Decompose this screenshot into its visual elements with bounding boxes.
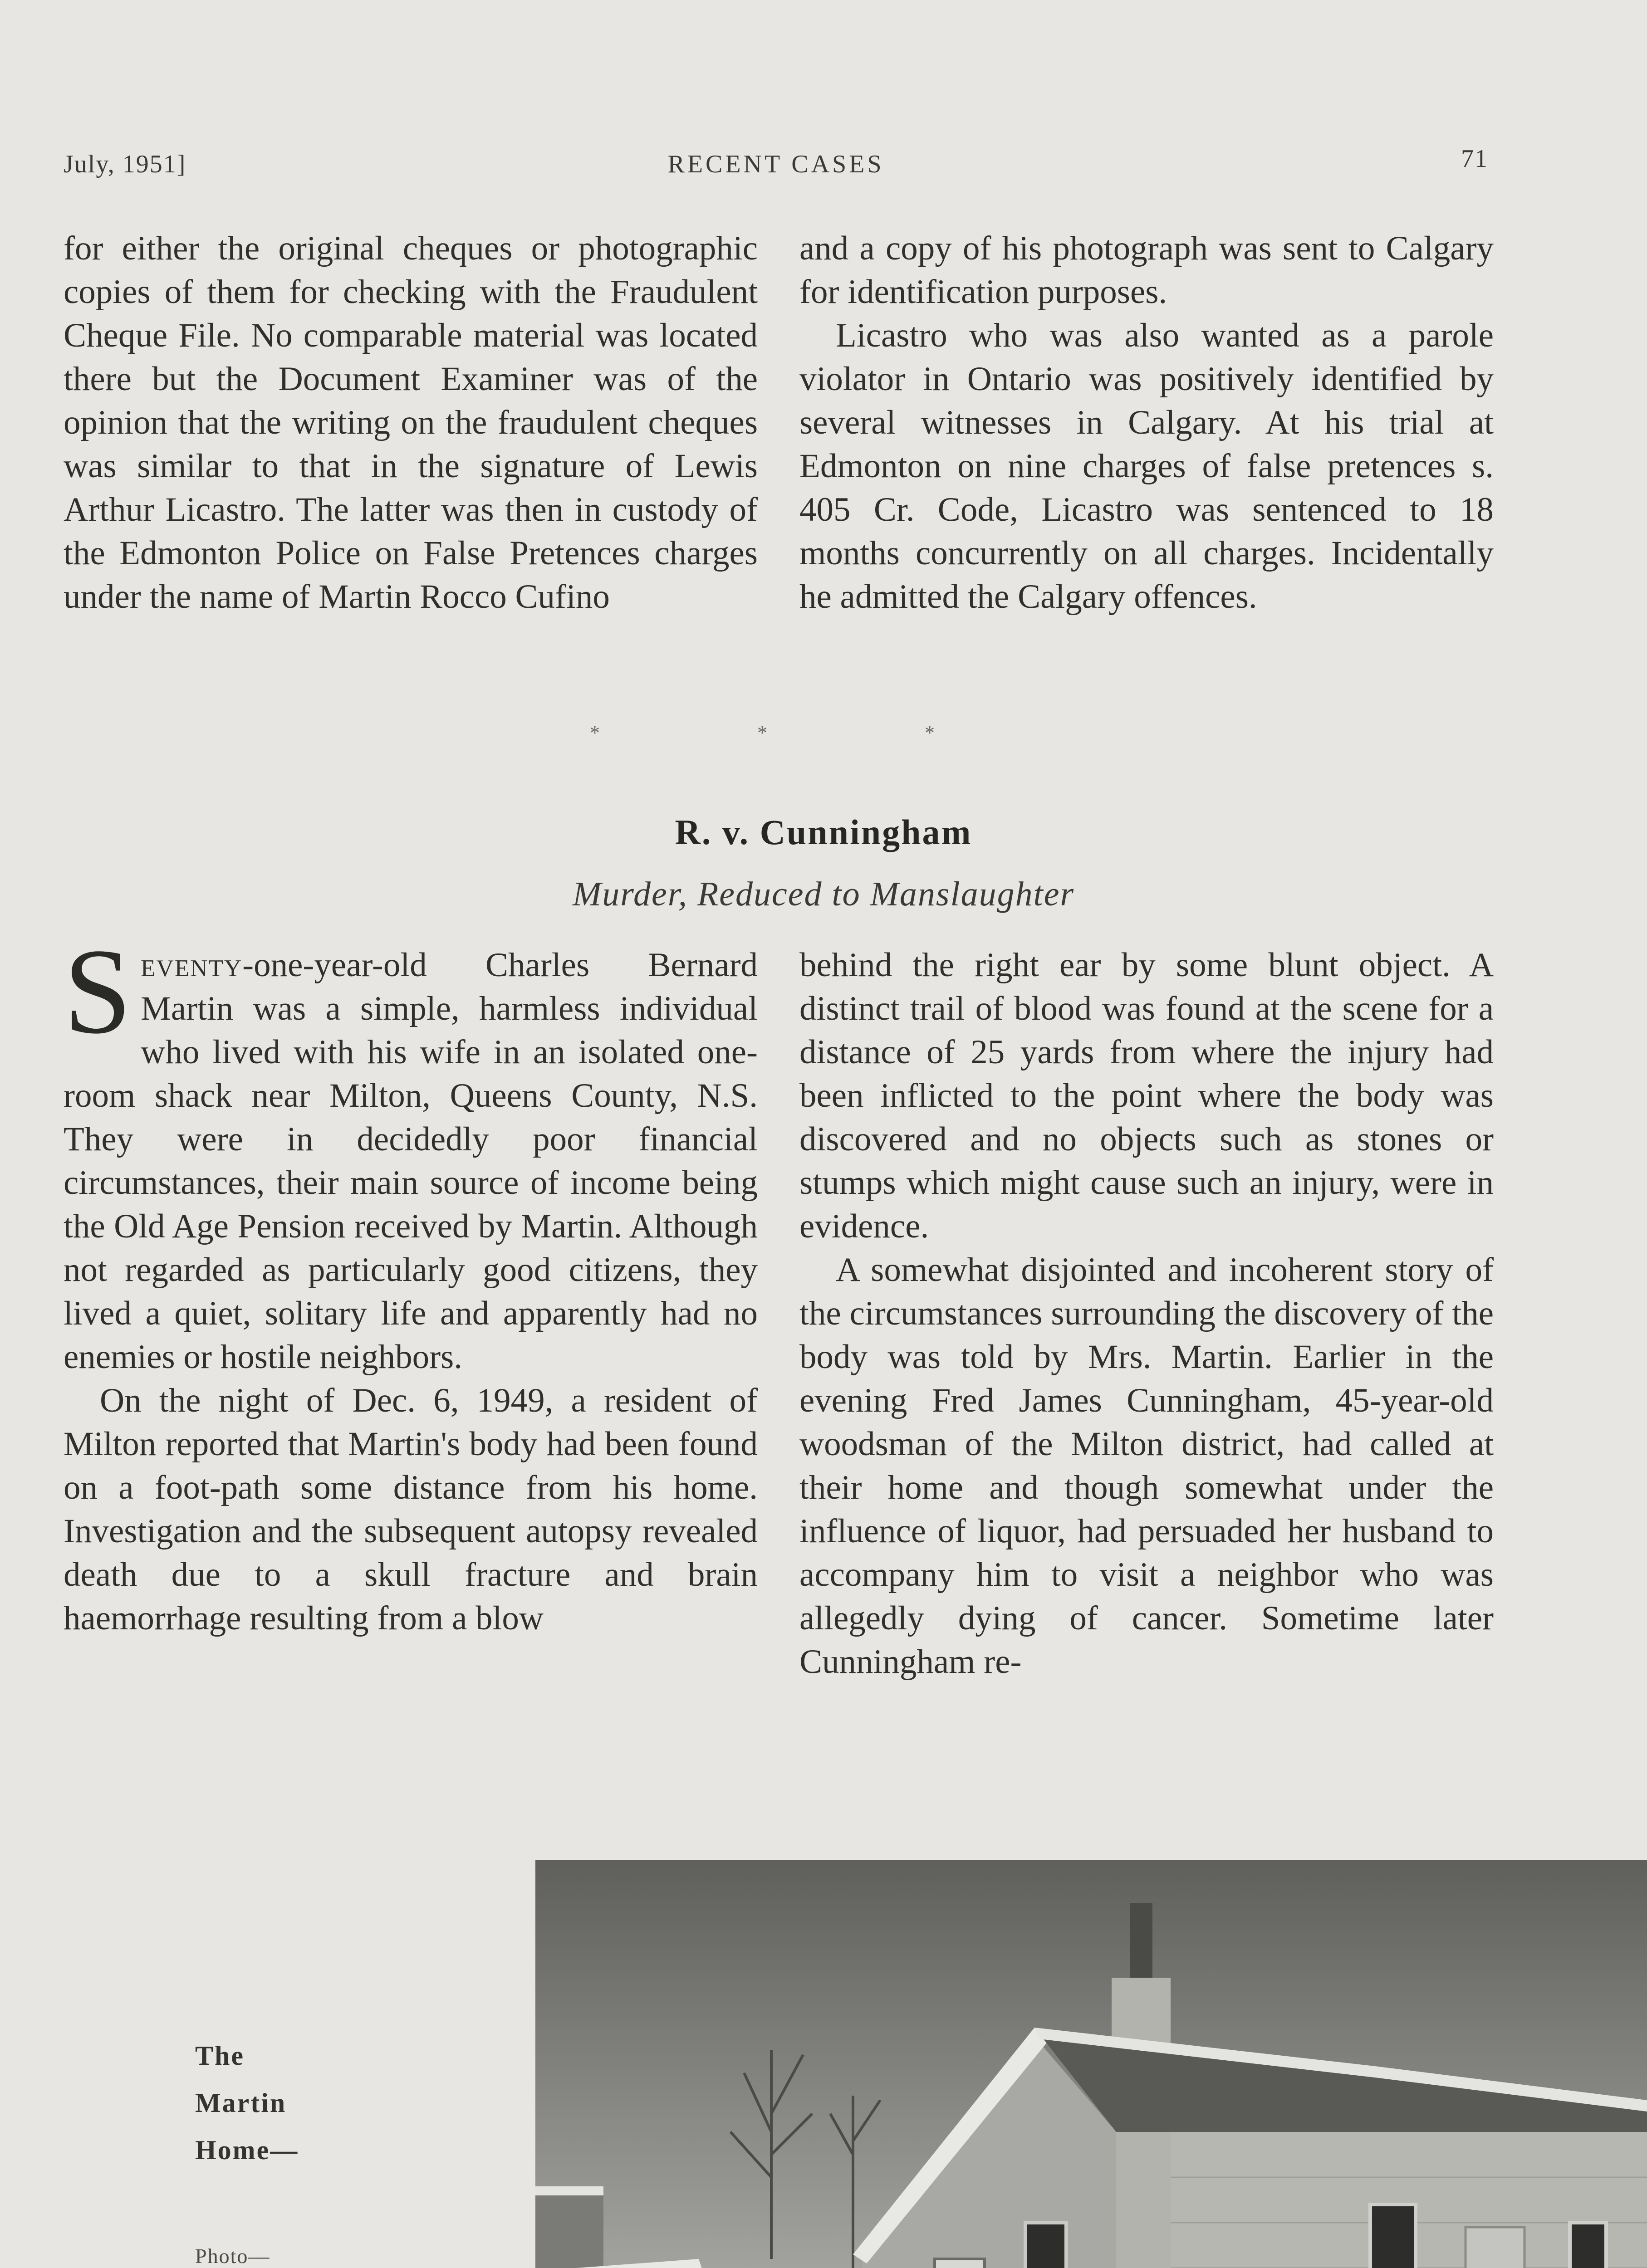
paragraph-text: -one-year-old Charles Bernard Martin was a simple, harmless individual who lived with his wife in an isolated one-room shack near Milton, Queens County, N.S. They were in decidedly poor financial circumstances, their main source of income being the Old Age Pension received by Martin. Although not regarded as particularly good citizens, they lived a quiet, solitary life and apparently had no enemies or hostile neighbors. <box>64 946 758 1376</box>
previous-case-left-column <box>64 227 758 619</box>
front-door <box>935 2259 985 2268</box>
paragraph: and a copy of his photograph was sent to Calgary for identification purposes. <box>799 230 1494 311</box>
front-window <box>1025 2223 1066 2268</box>
previous-case-right-column <box>799 227 1494 619</box>
case-right-column <box>799 943 1494 1684</box>
page-number: 71 <box>1461 145 1488 173</box>
caption-line: Martin <box>195 2088 287 2118</box>
photo-credit <box>195 2242 345 2268</box>
separator-star: * <box>590 722 600 744</box>
left-building <box>535 2195 603 2268</box>
issue-date: July, 1951] <box>64 150 186 178</box>
opening-paragraph <box>64 924 758 1379</box>
separator-star: * <box>925 722 935 744</box>
paragraph: On the night of Dec. 6, 1949, a resident of Milton reported that Martin's body had been found on a foot-path some distance from his home. Investigation and the subsequent autopsy revealed death due to a skull fracture and brain haemorrhage resulting from a blow <box>64 1382 758 1637</box>
martin-home-photo <box>535 1860 1647 2268</box>
case-title: R. v. Cunningham <box>675 812 972 852</box>
credit-line: Photo— <box>195 2244 270 2268</box>
side-door <box>1466 2227 1524 2268</box>
first-word-smallcaps: eventy <box>141 946 243 984</box>
house-illustration <box>535 1860 1647 2268</box>
caption-title <box>195 2032 345 2174</box>
caption-line: Home— <box>195 2135 299 2165</box>
section-title: RECENT CASES <box>667 150 884 178</box>
side-window <box>1570 2223 1606 2268</box>
case-subtitle: Murder, Reduced to Manslaughter <box>572 875 1075 913</box>
caption-line: The <box>195 2041 245 2071</box>
paragraph: behind the right ear by some blunt object. A distinct trail of blood was found at the scene for a distance of 25 yards from where the injury had been inflicted to the point where the body was discovered and no objects such as stones or stumps which might cause such an injury, were in evidence. <box>799 946 1494 1245</box>
case-left-column <box>64 924 758 1640</box>
photo-caption <box>195 2032 345 2268</box>
left-roof-snow <box>535 2186 603 2195</box>
drop-cap: S <box>64 924 132 1059</box>
paragraph: Licastro who was also wanted as a parole violator in Ontario was positively identified by several witnesses in Calgary. At his trial at Edmonton on nine charges of false pretences s. 405 Cr. Code, Licastro was sentenced to 18 months concurrently on all charges. Incidentally he admitted the Calgary offences. <box>799 317 1494 616</box>
separator-star: * <box>757 722 767 744</box>
paragraph: for either the original cheques or photographic copies of them for checking with the Fraudulent Cheque File. No comparable material was located there but the Document Examiner was of the opinion that the writing on the fraudulent cheques was similar to that in the signature of Lewis Arthur Licastro. The latter was then in custody of the Edmonton Police on False Pretences charges under the name of Martin Rocco Cufino <box>64 230 758 616</box>
paragraph: A somewhat disjointed and incoherent story of the circumstances surrounding the discovery of the body was told by Mrs. Martin. Earlier in the evening Fred James Cunningham, 45-year-old woodsman of the Milton district, had called at their home and though somewhat under the influence of liquor, had persuaded her husband to accompany him to visit a neighbor who was allegedly dying of cancer. Sometime later Cunningham re- <box>799 1251 1494 1681</box>
section-separator <box>590 721 935 744</box>
running-head <box>64 144 1488 185</box>
side-window <box>1370 2204 1416 2268</box>
